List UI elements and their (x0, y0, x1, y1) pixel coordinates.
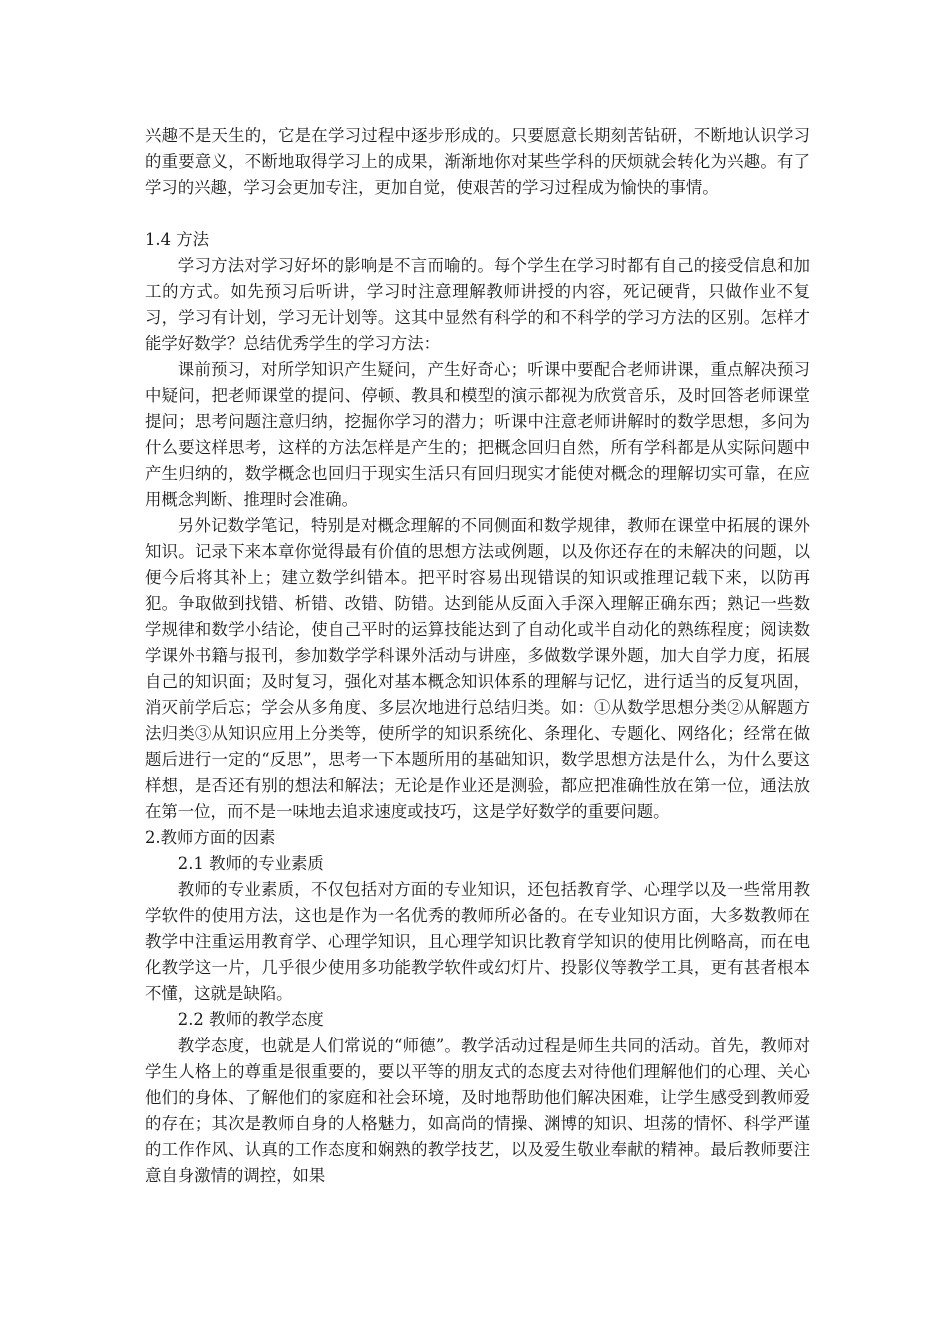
document-page (145, 123, 810, 1189)
paragraph-method-notes: 另外记数学笔记，特别是对概念理解的不同侧面和数学规律，教师在课堂中拓展的课外知识。记录下来本章你觉得最有价值的思想方法或例题，以及你还存在的未解决的问题，以便今后将其补上；建立数学纠错本。把平时容易出现错误的知识或推理记载下来，以防再犯。争取做到找错、析错、改错、防错。达到能从反面入手深入理解正确东西；熟记一些数学规律和数学小结论，使自己平时的运算技能达到了自动化或半自动化的熟练程度；阅读数学课外书籍与报刊，参加数学学科课外活动与讲座，多做数学课外题，加大自学力度，拓展自己的知识面；及时复习，强化对基本概念知识体系的理解与记忆，进行适当的反复巩固，消灭前学后忘；学会从多角度、多层次地进行总结归类。如：①从数学思想分类②从解题方法归类③从知识应用上分类等，使所学的知识系统化、条理化、专题化、网络化；经常在做题后进行一定的“反思”，思考一下本题所用的基础知识，数学思想方法是什么，为什么要这样想，是否还有别的想法和解法；无论是作业还是测验，都应把准确性放在第一位，通法放在第一位，而不是一味地去追求速度或技巧，这是学好数学的重要问题。 (145, 516, 810, 821)
paragraph-interest: 兴趣不是天生的，它是在学习过程中逐步形成的。只要愿意长期刻苦钻研，不断地认识学习的重要意义，不断地取得学习上的成果，渐渐地你对某些学科的厌烦就会转化为兴趣。有了学习的兴趣，学习会更加专注，更加自觉，使艰苦的学习过程成为愉快的事情。 (145, 126, 810, 197)
heading-1-4-method: 1.4 方法 (145, 230, 210, 249)
blank-line (145, 201, 810, 227)
paragraph-teaching-attitude: 教学态度，也就是人们常说的“师德”。教学活动过程是师生共同的活动。首先，教师对学生人格上的尊重是很重要的，要以平等的朋友式的态度去对待他们理解他们的心理、关心他们的身体、了解他们的家庭和社会环境，及时地帮助他们解决困难，让学生感受到教师爱的存在；其次是教师自身的人格魅力，如高尚的情操、渊博的知识、坦荡的情怀、科学严谨的工作作风、认真的工作态度和娴熟的教学技艺，以及爱生敬业奉献的精神。最后教师要注意自身激情的调控，如果 (145, 1036, 810, 1185)
paragraph-method-intro: 学习方法对学习好坏的影响是不言而喻的。每个学生在学习时都有自己的接受信息和加工的方式。如先预习后听讲，学习时注意理解教师讲授的内容，死记硬背，只做作业不复习，学习有计划，学习无计划等。这其中显然有科学的和不科学的学习方法的区别。怎样才能学好数学？总结优秀学生的学习方法： (145, 256, 810, 353)
paragraph-method-preview: 课前预习，对所学知识产生疑问，产生好奇心；听课中要配合老师讲课，重点解决预习中疑问，把老师课堂的提问、停顿、教具和模型的演示都视为欣赏音乐，及时回答老师课堂提问；思考问题注意归纳，挖掘你学习的潜力；听课中注意老师讲解时的数学思想，多问为什么要这样思考，这样的方法怎样是产生的；把概念回归自然，所有学科都是从实际问题中产生归纳的，数学概念也回归于现实生活只有回归现实才能使对概念的理解切实可靠，在应用概念判断、推理时会准确。 (145, 360, 810, 509)
heading-2-teacher-factors: 2.教师方面的因素 (145, 828, 276, 847)
paragraph-professional-quality: 教师的专业素质，不仅包括对方面的专业知识，还包括教育学、心理学以及一些常用教学软件的使用方法，这也是作为一名优秀的教师所必备的。在专业知识方面，大多数教师在教学中注重运用教育学、心理学知识，且心理学知识比教育学知识的使用比例略高，而在电化教学这一片，几乎很少使用多功能教学软件或幻灯片、投影仪等教学工具，更有甚者根本不懂，这就是缺陷。 (145, 880, 810, 1003)
heading-2-1-professional-quality: 2.1 教师的专业素质 (177, 854, 324, 873)
heading-2-2-teaching-attitude: 2.2 教师的教学态度 (177, 1010, 324, 1029)
